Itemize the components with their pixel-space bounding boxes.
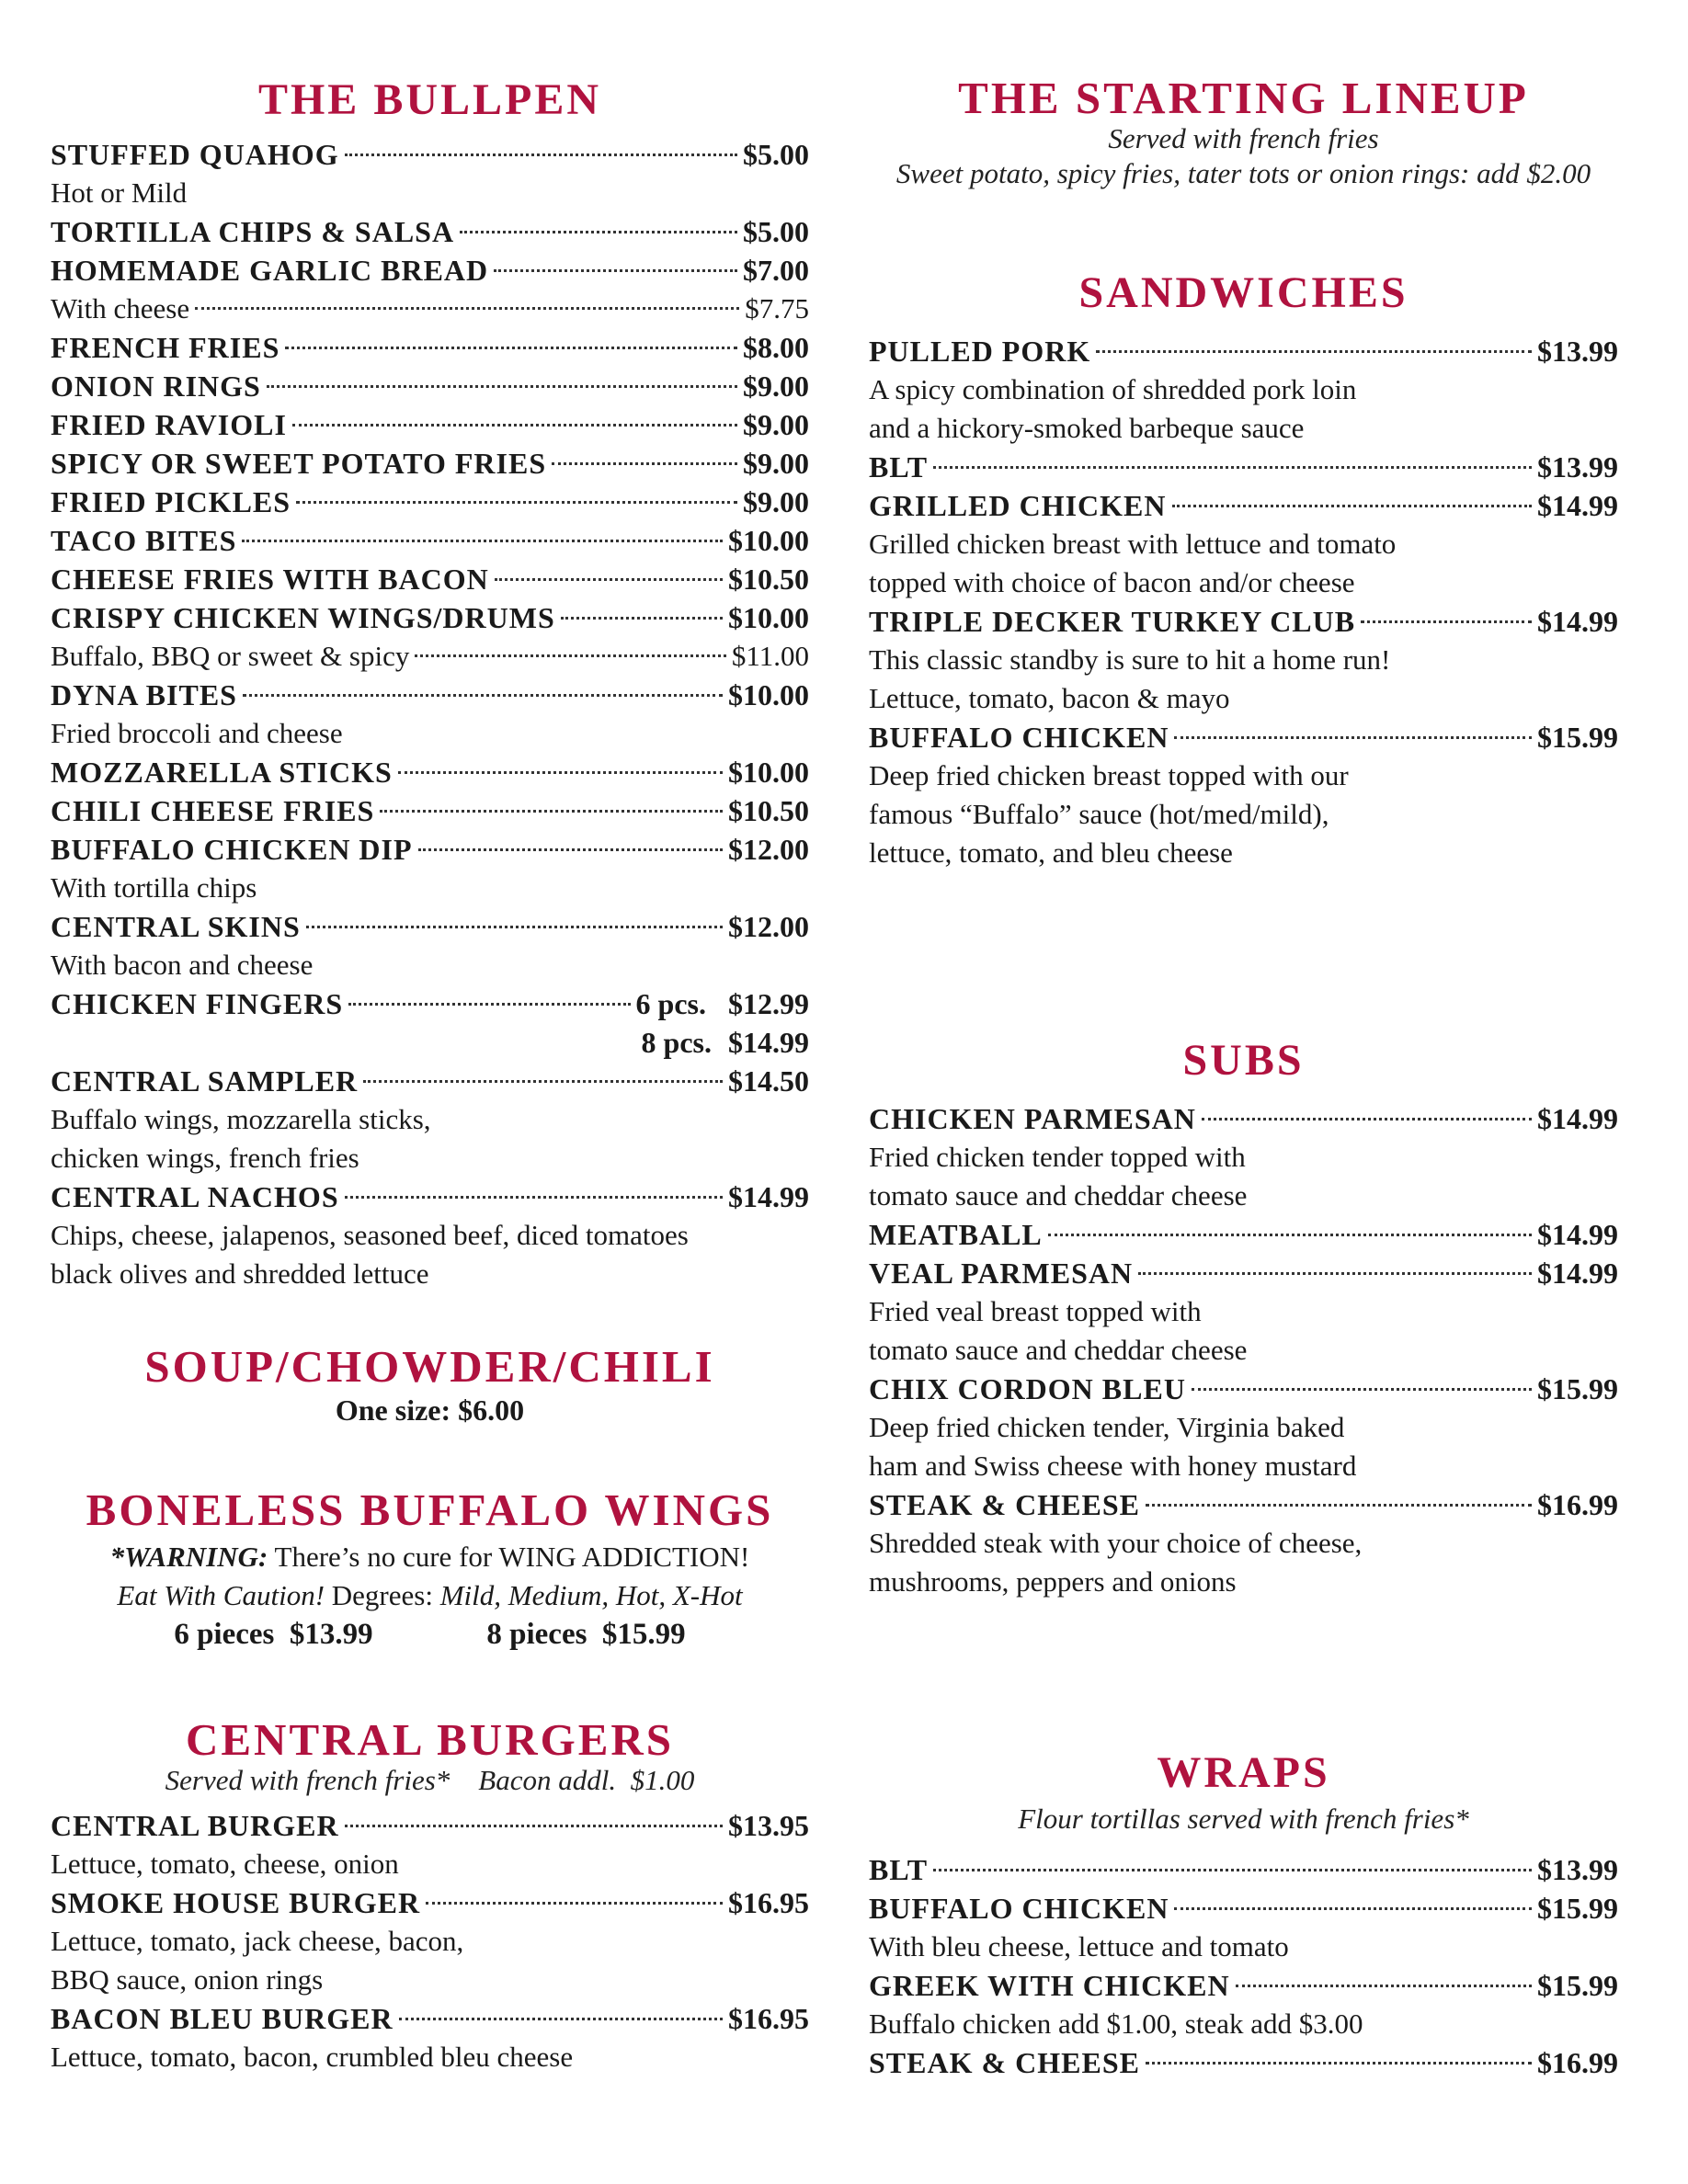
section-title: THE STARTING LINEUP	[958, 73, 1529, 123]
item-price: $13.99	[1537, 335, 1618, 368]
item-description: ham and Swiss cheese with honey mustard	[869, 1450, 1357, 1482]
menu-item	[51, 753, 809, 791]
item-price: $15.99	[1537, 1892, 1618, 1925]
item-price: $11.00	[731, 640, 809, 672]
dot-leader	[415, 654, 726, 657]
dot-leader	[398, 771, 723, 774]
lineup-note-sides: Sweet potato, spicy fries, tater tots or onion rings: add $2.00	[895, 157, 1591, 189]
item-price: $13.99	[1537, 450, 1618, 483]
item-price: $15.99	[1537, 1969, 1618, 2002]
sandwiches-section	[869, 268, 1618, 872]
item-description: Fried veal breast topped with	[869, 1295, 1202, 1327]
item-name: CENTRAL SAMPLER	[51, 1064, 359, 1098]
wraps-list	[869, 1850, 1618, 2082]
menu-item	[869, 1099, 1618, 1138]
item-name: BLT	[869, 1853, 929, 1886]
dot-leader	[460, 231, 737, 233]
item-quantity: 6 pcs.	[635, 987, 706, 1020]
item-price: $16.95	[728, 1886, 809, 1919]
item-price: $9.00	[743, 370, 809, 403]
item-name: CHICKEN PARMESAN	[869, 1102, 1196, 1135]
dot-leader	[399, 2018, 723, 2020]
item-description: Chips, cheese, jalapenos, seasoned beef, diced tomatoes	[51, 1219, 689, 1251]
section-title: WRAPS	[1157, 1748, 1330, 1797]
item-description: Deep fried chicken tender, Virginia baked	[869, 1411, 1345, 1443]
dot-leader	[1202, 1118, 1532, 1120]
dot-leader	[1048, 1234, 1532, 1236]
menu-item	[869, 1215, 1618, 1254]
lineup-note: Served with french fries	[1108, 122, 1379, 154]
item-price: $14.50	[728, 1064, 809, 1098]
menu-item	[51, 251, 809, 290]
menu-item	[51, 1883, 809, 1922]
wings-option-8: 8 pieces $15.99	[486, 1618, 686, 1651]
item-price: $12.99	[728, 987, 809, 1020]
item-name: TRIPLE DECKER TURKEY CLUB	[869, 605, 1356, 638]
item-price: $5.00	[743, 215, 809, 248]
item-name: SMOKE HOUSE BURGER	[51, 1886, 421, 1919]
dot-leader	[1146, 2062, 1532, 2065]
bullpen-section	[51, 75, 809, 1293]
item-price: $14.99	[1537, 1102, 1618, 1135]
dot-leader	[345, 1196, 723, 1199]
item-price: $13.95	[728, 1809, 809, 1842]
section-title: THE BULLPEN	[257, 75, 602, 124]
item-name: VEAL PARMESAN	[869, 1257, 1134, 1290]
item-price: $8.00	[743, 331, 809, 364]
dot-leader	[418, 848, 723, 851]
menu-item	[869, 332, 1618, 370]
menu-item	[869, 1370, 1618, 1408]
menu-item	[51, 521, 809, 560]
item-description: Hot or Mild	[51, 176, 188, 209]
menu-item	[51, 1062, 809, 1100]
menu-item	[869, 1254, 1618, 1292]
item-description: This classic standby is sure to hit a home run!	[869, 643, 1391, 676]
item-name: CRISPY CHICKEN WINGS/DRUMS	[51, 601, 555, 634]
item-price: $14.99	[728, 1026, 809, 1059]
item-name: PULLED PORK	[869, 335, 1091, 368]
item-price: $10.00	[728, 678, 809, 711]
dot-leader	[1172, 505, 1533, 507]
burgers-note: Served with french fries* Bacon addl. $1.00	[165, 1764, 695, 1796]
section-title: CENTRAL BURGERS	[185, 1714, 675, 1765]
burgers-section	[51, 1714, 809, 2076]
item-description: famous “Buffalo” sauce (hot/med/mild),	[869, 798, 1329, 830]
dot-leader	[495, 578, 723, 581]
item-price: $10.50	[728, 794, 809, 827]
item-name: BUFFALO CHICKEN	[869, 721, 1169, 754]
dot-leader	[1146, 1504, 1532, 1507]
dot-leader	[933, 466, 1532, 469]
menu-item	[51, 135, 809, 174]
item-name: CENTRAL SKINS	[51, 910, 301, 943]
dot-leader	[243, 694, 723, 697]
dot-leader	[380, 810, 723, 813]
menu-item	[51, 1999, 809, 2038]
wings-option-6: 6 pieces $13.99	[174, 1618, 373, 1651]
item-name: SPICY OR SWEET POTATO FRIES	[51, 447, 547, 480]
item-description: Lettuce, tomato, cheese, onion	[51, 1848, 399, 1880]
menu-item	[51, 791, 809, 830]
item-name: DYNA BITES	[51, 678, 237, 711]
item-description: With bacon and cheese	[51, 949, 314, 981]
burgers-list	[51, 1806, 809, 2076]
dot-leader	[1192, 1388, 1532, 1391]
item-description: Grilled chicken breast with lettuce and tomato	[869, 528, 1397, 560]
item-name: GRILLED CHICKEN	[869, 489, 1167, 522]
item-price: $14.99	[1537, 1257, 1618, 1290]
menu-item	[869, 1889, 1618, 1928]
item-description: lettuce, tomato, and bleu cheese	[869, 836, 1233, 869]
dot-leader	[426, 1902, 723, 1905]
warning-text: There’s no cure for WING ADDICTION!	[268, 1541, 750, 1573]
item-name: BLT	[869, 450, 929, 483]
item-price: $14.99	[1537, 1218, 1618, 1251]
item-description: Buffalo chicken add $1.00, steak add $3.00	[869, 2008, 1363, 2040]
dot-leader	[345, 1825, 723, 1827]
menu-item	[51, 907, 809, 946]
item-price: $9.00	[743, 408, 809, 441]
item-name: With cheese	[51, 292, 190, 324]
item-price: $14.99	[1537, 605, 1618, 638]
menu-item	[51, 290, 809, 328]
menu-item	[51, 830, 809, 869]
dot-leader	[306, 926, 723, 928]
item-name: CHILI CHEESE FRIES	[51, 794, 375, 827]
wings-options	[51, 1615, 809, 1654]
dot-leader	[195, 307, 739, 310]
item-description: Buffalo wings, mozzarella sticks,	[51, 1103, 431, 1135]
degrees-label: Degrees:	[325, 1579, 440, 1611]
item-description: Shredded steak with your choice of cheese,	[869, 1527, 1363, 1559]
item-price: $5.00	[743, 138, 809, 171]
item-price: $14.99	[728, 1180, 809, 1213]
item-description: chicken wings, french fries	[51, 1142, 359, 1174]
dot-leader	[1236, 1985, 1532, 1987]
lineup-section	[869, 75, 1618, 192]
item-description: A spicy combination of shredded pork loin	[869, 373, 1357, 405]
item-price: $15.99	[1537, 1372, 1618, 1405]
item-name: CHIX CORDON BLEU	[869, 1372, 1186, 1405]
item-price: $9.00	[743, 485, 809, 518]
item-description: With bleu cheese, lettuce and tomato	[869, 1930, 1289, 1962]
item-description: Fried chicken tender topped with	[869, 1141, 1246, 1173]
dot-leader	[292, 424, 737, 427]
item-price: $16.99	[1537, 1488, 1618, 1521]
item-price: $16.99	[1537, 2046, 1618, 2079]
menu-item	[51, 212, 809, 251]
item-quantity: 8 pcs.	[641, 1026, 712, 1059]
dot-leader	[1361, 620, 1532, 623]
item-name: CENTRAL NACHOS	[51, 1180, 339, 1213]
item-description: BBQ sauce, onion rings	[51, 1963, 324, 1996]
wraps-note: Flour tortillas served with french fries*	[1018, 1803, 1469, 1835]
dot-leader	[933, 1869, 1532, 1871]
dot-leader	[242, 540, 723, 542]
subs-list	[869, 1099, 1618, 1601]
item-name: BUFFALO CHICKEN DIP	[51, 833, 413, 866]
menu-item	[51, 483, 809, 521]
menu-item	[869, 1850, 1618, 1889]
dot-leader	[285, 347, 737, 349]
item-name: BUFFALO CHICKEN	[869, 1892, 1169, 1925]
wraps-section	[869, 1748, 1618, 2082]
item-price: $9.00	[743, 447, 809, 480]
menu-item	[51, 1806, 809, 1845]
item-price: $7.00	[743, 254, 809, 287]
item-price: $14.99	[1537, 489, 1618, 522]
dot-leader	[363, 1080, 723, 1083]
dot-leader	[296, 501, 737, 504]
item-description: Fried broccoli and cheese	[51, 717, 343, 749]
menu-item-option	[51, 1023, 809, 1062]
warning-label: *WARNING:	[109, 1541, 268, 1573]
dot-leader	[267, 385, 737, 388]
dot-leader	[348, 1003, 630, 1006]
item-price: $10.00	[728, 601, 809, 634]
dot-leader	[345, 154, 737, 156]
item-name: MOZZARELLA STICKS	[51, 756, 393, 789]
menu-item	[869, 448, 1618, 486]
item-price: $16.95	[728, 2002, 809, 2035]
item-name: GREEK WITH CHICKEN	[869, 1969, 1230, 2002]
menu-item	[869, 486, 1618, 525]
item-name: CHICKEN FINGERS	[51, 987, 344, 1020]
section-title: BONELESS BUFFALO WINGS	[86, 1484, 774, 1535]
item-price: $15.99	[1537, 721, 1618, 754]
item-name: CHEESE FRIES WITH BACON	[51, 563, 489, 596]
soup-size: One size: $6.00	[335, 1393, 525, 1427]
menu-item	[51, 984, 809, 1023]
item-name: Buffalo, BBQ or sweet & spicy	[51, 640, 410, 672]
menu-item	[869, 602, 1618, 641]
item-name: TACO BITES	[51, 524, 237, 557]
item-price: $7.75	[745, 292, 809, 324]
subs-section	[869, 1036, 1618, 1601]
wings-caution	[51, 1576, 809, 1615]
item-description: mushrooms, peppers and onions	[869, 1565, 1237, 1598]
item-description: and a hickory-smoked barbeque sauce	[869, 412, 1305, 444]
menu-item	[51, 444, 809, 483]
item-name: FRIED RAVIOLI	[51, 408, 287, 441]
menu-item	[51, 676, 809, 714]
dot-leader	[1174, 1907, 1532, 1910]
item-name: TORTILLA CHIPS & SALSA	[51, 215, 455, 248]
item-description: Deep fried chicken breast topped with our	[869, 759, 1349, 791]
item-description: black olives and shredded lettuce	[51, 1257, 429, 1290]
sandwiches-list	[869, 332, 1618, 872]
menu-item	[869, 1966, 1618, 2005]
menu-item	[51, 560, 809, 598]
item-name: BACON BLEU BURGER	[51, 2002, 393, 2035]
item-name: STEAK & CHEESE	[869, 1488, 1140, 1521]
section-title: SUBS	[1182, 1036, 1305, 1085]
menu-item	[51, 598, 809, 637]
menu-item	[51, 637, 809, 676]
menu-item	[869, 718, 1618, 756]
bullpen-list	[51, 135, 809, 1293]
item-description: topped with choice of bacon and/or cheese	[869, 566, 1355, 598]
dot-leader	[1138, 1272, 1532, 1275]
menu-item	[869, 2043, 1618, 2082]
item-name: MEATBALL	[869, 1218, 1043, 1251]
item-name: CENTRAL BURGER	[51, 1809, 339, 1842]
item-description: Lettuce, tomato, bacon, crumbled bleu cheese	[51, 2041, 574, 2073]
item-name: HOMEMADE GARLIC BREAD	[51, 254, 489, 287]
menu-item	[869, 1485, 1618, 1524]
soup-section	[51, 1341, 809, 1429]
wings-warning	[51, 1538, 809, 1576]
wings-section	[51, 1484, 809, 1654]
item-price: $12.00	[728, 910, 809, 943]
item-name: FRENCH FRIES	[51, 331, 280, 364]
section-title: SOUP/CHOWDER/CHILI	[144, 1341, 715, 1392]
item-name: STEAK & CHEESE	[869, 2046, 1140, 2079]
dot-leader	[552, 462, 737, 465]
item-price: $10.00	[728, 756, 809, 789]
dot-leader	[561, 617, 723, 620]
item-name: ONION RINGS	[51, 370, 261, 403]
caution-text: Eat With Caution!	[117, 1579, 325, 1611]
item-description: Lettuce, tomato, bacon & mayo	[869, 682, 1230, 714]
menu-item	[51, 1177, 809, 1216]
item-description: With tortilla chips	[51, 871, 257, 904]
item-name: STUFFED QUAHOG	[51, 138, 339, 171]
item-price: $12.00	[728, 833, 809, 866]
item-price: $10.50	[728, 563, 809, 596]
item-price: $10.00	[728, 524, 809, 557]
dot-leader	[494, 269, 737, 272]
item-name: FRIED PICKLES	[51, 485, 291, 518]
menu-item	[51, 367, 809, 405]
degrees-list: Mild, Medium, Hot, X-Hot	[439, 1579, 743, 1611]
dot-leader	[1096, 350, 1532, 353]
item-description: tomato sauce and cheddar cheese	[869, 1179, 1248, 1211]
menu-item	[51, 405, 809, 444]
item-description: tomato sauce and cheddar cheese	[869, 1334, 1248, 1366]
menu-item	[51, 328, 809, 367]
dot-leader	[1174, 736, 1532, 739]
item-description: Lettuce, tomato, jack cheese, bacon,	[51, 1925, 464, 1957]
section-title: SANDWICHES	[1078, 268, 1409, 317]
item-price: $13.99	[1537, 1853, 1618, 1886]
